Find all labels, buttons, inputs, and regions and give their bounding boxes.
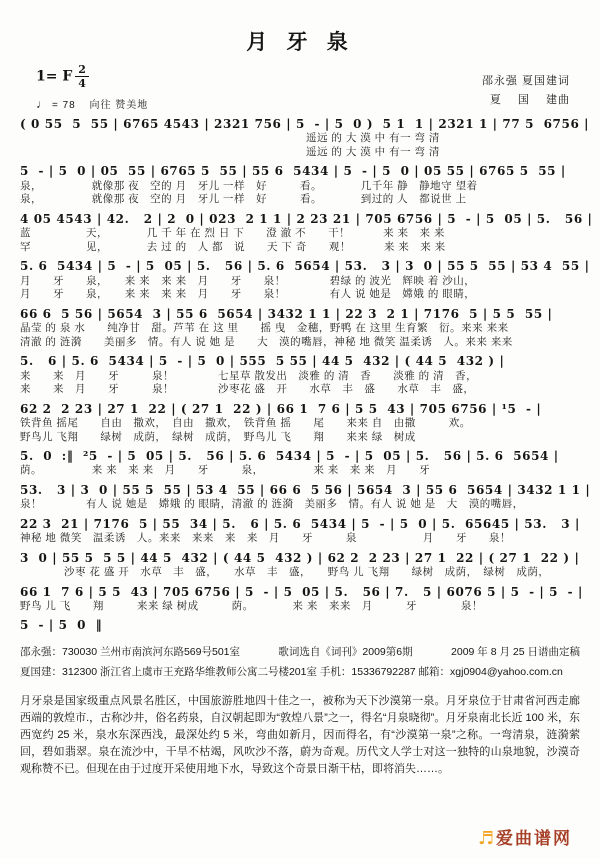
jianpu-notation-line: 53. 3 | 3 0 | 55 5 55 | 53 4 55 | 66 6 5 56 | 5654 3 | 55 6 5654 | 3432 1 1 | (20, 483, 591, 498)
credits (482, 72, 570, 109)
jianpu-notation-line: 5. 6 | 5. 6 5434 | 5 - | 5 0 | 555 5 55 | 44 5 432 | ( 44 5 432 ) | (20, 354, 505, 369)
lyric-line: 月 牙 泉， 来 来 来 来 月 牙 泉！ 有人 说 她是 嫦娥 的 眼睛， (20, 288, 476, 301)
jianpu-notation-line: 5. 0 :‖ ²5 - | 5 05 | 5. 56 | 5. 6 5434 | 5 - | 5 05 | 5. 56 | 5. 6 5654 | (20, 449, 559, 464)
tempo-marking (36, 96, 148, 111)
quarter-note-icon: ♩ (36, 97, 49, 111)
lyric-line: 罕 见， 去 过 的 人 都 说 天 下 奇 观！ 来 来 来 来 (20, 240, 446, 253)
lyric-line: 月 牙 泉， 来 来 来 来 月 牙 泉！ 碧绿 的 波光 辉映 着 沙山， (20, 274, 476, 287)
lyricist-credit: 邵永强 夏国建词 (481, 75, 570, 87)
jianpu-notation-line: 66 6 5 56 | 5654 3 | 55 6 5654 | 3432 1 1 | 22 3 2 1 | 7176 5 | 5 5 55 | (20, 306, 553, 321)
lyric-line: 蓝 天， 几 千 年 在 烈 日 下 澄 澈 不 干！ 来 来 来 来 (20, 227, 445, 240)
lyrics-source: 歌词选自《词刊》2009第6期 (278, 645, 413, 658)
music-system-2 (20, 163, 580, 206)
lyric-line: 荫。 来 来 来 来 月 牙 泉， 来 来 来 来 月 牙 (20, 464, 431, 477)
score-body (20, 116, 593, 634)
music-system-7 (20, 401, 580, 444)
time-signature (75, 64, 89, 89)
lyricist-address: 邵永强：730030 兰州市南滨河东路569号501室 (20, 645, 240, 658)
lyric-line: 遥远 的 大 漠 中 有一 弯 清 (20, 145, 440, 158)
jianpu-notation-line: 22 3 21 | 7176 5 | 55 34 | 5. 6 | 5. 6 5434 | 5 - | 5 0 | 5. 65645 | 53. 3 | (20, 516, 580, 531)
lyric-line: 晶莹 的 泉 水 纯净甘 甜。芦苇 在 这 里 摇 曳 金穗，野鸭 在 这里 生育繁 衍。来来 来来 (20, 322, 509, 335)
lyric-line: 泉！ 有人 说 她是 嫦娥 的 眼睛，清澈 的 涟漪 美丽多 情。有人 说 她 是 大 漠的嘴唇， (20, 498, 524, 511)
song-description-paragraph: 月牙泉是国家级重点风景名胜区，中国旅游胜地四十佳之一，被称为天下沙漠第一泉。月牙泉位于甘肃省河西走廊西端的敦煌市.，古称沙井，俗名药泉，自汉朝起即为“敦煌八景”之一，得名“月泉晓彻”。月牙泉南北长近 100 米，东西宽约 25 米，泉水东深西浅，最深处约 5 米，弯曲如新月，因而得名，有“沙漠第一泉”之称。一弯清泉，涟漪萦回，碧如翡翠。泉在流沙中，干旱不枯竭，风吹沙不落，蔚为奇观。历代文人学士对这一独特的山泉地貌，沙漠奇观称赞不已。但现在由于过度开采使用地下水，导致这个奇景日渐干枯，即将消失……。 (20, 694, 580, 775)
music-system-3 (20, 211, 593, 254)
time-signature-denominator: 4 (78, 77, 86, 90)
lyric-line: 遥远 的 大 漠 中 有一 弯 清 (20, 132, 440, 145)
jianpu-notation-line: 5. 6 5434 | 5 - | 5 05 | 5. 56 | 5. 6 5654 | 53. 3 | 3 0 | 55 5 55 | 53 4 55 | (20, 259, 590, 274)
music-system-4 (20, 258, 590, 301)
score-meta (20, 56, 580, 114)
tempo-value: = 78 (52, 100, 76, 111)
lyric-line: 铁背鱼 摇尾 自由 撒欢， 自由 撒欢， 铁背鱼 摇 尾 来来 自 由撒 欢。 (20, 417, 471, 429)
key-signature (36, 64, 89, 89)
lyric-line: 沙枣 花 盛 开 水草 丰 盛， 水草 丰 盛， 野鸟 儿 飞翔 绿树 成荫， 绿树 成荫， (20, 565, 550, 578)
music-system-6 (20, 353, 580, 396)
music-system-10 (20, 516, 580, 546)
site-name: 爱曲谱网 (496, 829, 572, 849)
jianpu-notation-line: 5 - | 5 0 | 05 55 | 6765 5 55 | 55 6 5434 | 5 - | 5 0 | 05 55 | 6765 5 55 | (20, 164, 566, 179)
music-system-11 (20, 550, 580, 580)
music-system-12 (20, 584, 584, 614)
lyric-line: 野鸟 儿 飞 翔 来来 绿 树成 荫。 来 来 来来 月 牙 泉！ (20, 599, 483, 612)
music-system-5 (20, 306, 580, 349)
composition-date: 2009 年 8 月 25 日谱曲定稿 (451, 645, 580, 658)
composer-credit: 夏 国 建曲 (489, 93, 570, 106)
jianpu-notation-line: 66 1 7 6 | 5 5 43 | 705 6756 | 5 - | 5 05 | 5. 56 | 7. 5 | 6076 5 | 5 - | 5 - | (20, 584, 584, 599)
site-watermark (478, 824, 572, 849)
music-system-9 (20, 482, 591, 512)
music-system-1 (20, 116, 590, 159)
contact-info-line-1 (20, 644, 580, 659)
time-signature-numerator: 2 (75, 64, 89, 77)
song-title: 月 牙 泉 (246, 29, 354, 54)
jianpu-notation-line: ( 0 55 5 55 | 6765 4543 | 2321 756 | 5 - | 5 0 ) 5 1 1 | 2321 1 | 77 5 6756 | (20, 117, 590, 131)
lyric-line: 神秘 地 微笑 温柔诱 人。来来 来来 来 来 月 牙 泉 月 牙 泉！ (20, 532, 511, 545)
jianpu-notation-line: 4 05 4543 | 42. 2 | 2 0 | 023 2 1 1 | 2 23 21 | 705 6756 | 5 - | 5 05 | 5. 56 | (20, 211, 593, 226)
composer-address: 夏国建：312300 浙江省上虞市王充路华维教师公寓二号楼201室 手机：15336792287 邮箱：xgj0904@yahoo.com.cn (20, 665, 563, 678)
lyric-line: 清澈 的 涟漪 美丽多 情。有人 说 她 是 大 漠的嘴唇，神秘 地 微笑 温柔诱 人。来来 来来 (20, 335, 513, 348)
key-label: 1= F (36, 68, 73, 85)
jianpu-notation-line: 5 - | 5 0 ‖ (20, 618, 103, 633)
lyric-line: 泉， 就像那 夜 空的 月 牙儿 一样 好 看。 几千年 静 静地守 望着 (20, 179, 478, 192)
music-system-8 (20, 448, 580, 478)
music-notes-icon: ♬ (477, 828, 494, 849)
lyric-line: 野鸟儿 飞翔 绿树 成荫， 绿树 成荫， 野鸟儿 飞 翔 来来 绿 树成 (20, 430, 416, 443)
music-system-13 (20, 617, 580, 633)
expression-text: 向往 赞美地 (89, 100, 149, 111)
lyric-line: 来 来 月 牙 泉！ 七星草 散发出 淡雅 的 清 香 淡雅 的 清 香， (20, 369, 478, 382)
lyric-line: 泉， 就像那 夜 空的 月 牙儿 一样 好 看。 到过的 人 都说世 上 (20, 193, 467, 206)
lyric-line: 来 来 月 牙 泉！ 沙枣花 盛 开 水草 丰 盛 水草 丰 盛， (20, 383, 475, 396)
jianpu-notation-line: 62 2 2 23 | 27 1 22 | ( 27 1 22 ) | 66 1 7 6 | 5 5 43 | 705 6756 | ¹5 - | (20, 401, 542, 416)
jianpu-notation-line: 3 0 | 55 5 5 5 | 44 5 432 | ( 44 5 432 ) | 62 2 2 23 | 27 1 22 | ( 27 1 22 ) | (20, 550, 580, 565)
